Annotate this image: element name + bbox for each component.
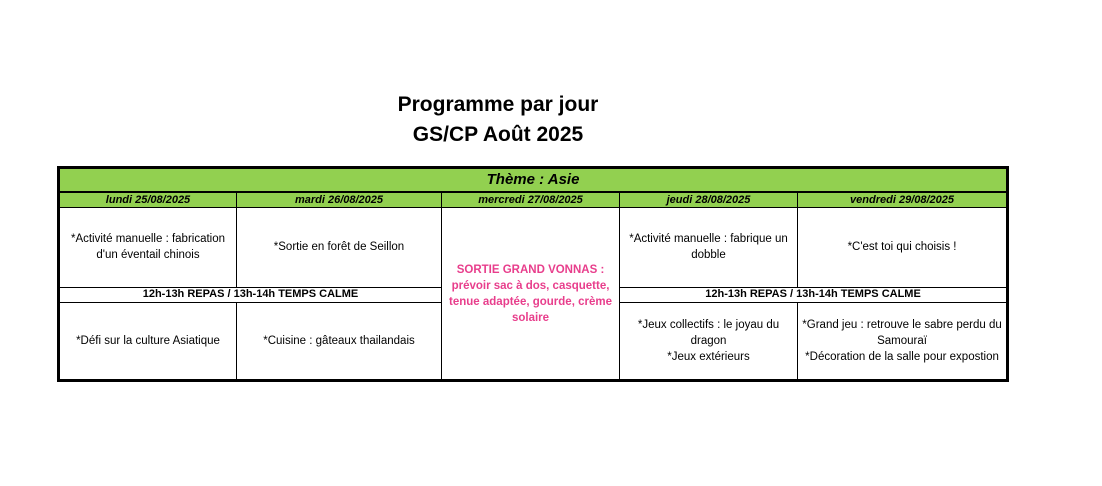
day-thursday: jeudi 28/08/2025	[620, 192, 798, 208]
title-line-2: GS/CP Août 2025	[412, 123, 584, 146]
thursday-afternoon	[620, 302, 798, 380]
friday-morning: *C'est toi qui choisis !	[798, 208, 1008, 287]
monday-morning: *Activité manuelle : fabrication d'un éventail chinois	[59, 208, 237, 287]
day-wednesday: mercredi 27/08/2025	[442, 192, 620, 208]
day-header-row	[59, 192, 1008, 208]
wednesday-outing: SORTIE GRAND VONNAS : prévoir sac à dos, casquette, tenue adaptée, gourde, crème solaire	[442, 208, 620, 381]
tuesday-morning: *Sortie en forêt de Seillon	[237, 208, 442, 287]
friday-activity-2: *Décoration de la salle pour expostion	[805, 350, 999, 363]
theme-cell: Thème : Asie	[59, 168, 1008, 193]
morning-row	[59, 208, 1008, 287]
day-monday: lundi 25/08/2025	[59, 192, 237, 208]
day-tuesday: mardi 26/08/2025	[237, 192, 442, 208]
day-friday: vendredi 29/08/2025	[798, 192, 1008, 208]
title-line-1: Programme par jour	[397, 93, 599, 116]
thursday-activity-1: *Jeux collectifs : le joyau du dragon	[637, 318, 780, 347]
monday-afternoon: *Défi sur la culture Asiatique	[59, 302, 237, 380]
lunch-right: 12h-13h REPAS / 13h-14h TEMPS CALME	[620, 287, 1008, 302]
tuesday-afternoon: *Cuisine : gâteaux thailandais	[237, 302, 442, 380]
friday-afternoon	[798, 302, 1008, 380]
thursday-activity-2: *Jeux extérieurs	[667, 350, 750, 363]
thursday-morning: *Activité manuelle : fabrique un dobble	[620, 208, 798, 287]
theme-row	[59, 168, 1008, 193]
lunch-left: 12h-13h REPAS / 13h-14h TEMPS CALME	[59, 287, 442, 302]
schedule-table	[57, 166, 1009, 382]
friday-activity-1: *Grand jeu : retrouve le sabre perdu du Samouraï	[802, 318, 1002, 347]
page-title	[0, 90, 996, 150]
